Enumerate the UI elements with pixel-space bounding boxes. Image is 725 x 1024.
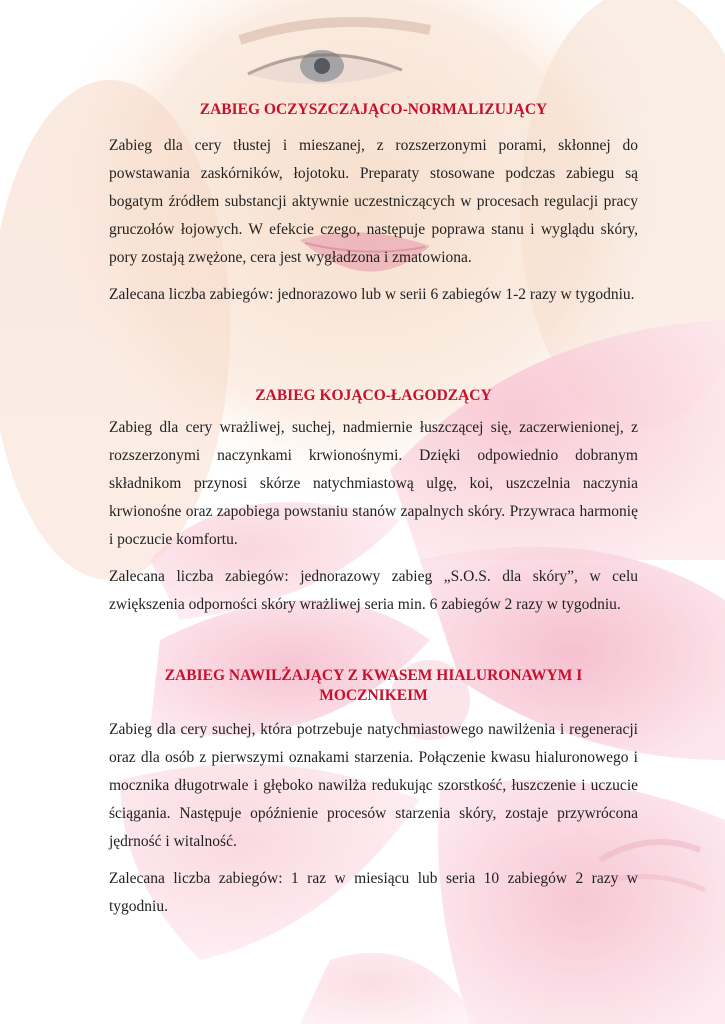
section-paragraph-cleansing-recommendation: Zalecana liczba zabiegów: jednorazowo lub w serii 6 zabiegów 1-2 razy w tygodniu. (109, 286, 635, 303)
section-title-soothing: ZABIEG KOJĄCO-ŁAGODZĄCY (255, 387, 492, 404)
section-paragraph-soothing-recommendation: Zalecana liczba zabiegów: jednorazowy zabieg „S.O.S. dla skóry”, w celu zwiększenia odporności skóry wrażliwej seria min. 6 zabiegów 2 razy w tygodniu. (109, 568, 638, 613)
section-paragraph-cleansing-description: Zabieg dla cery tłustej i mieszanej, z rozszerzonymi porami, skłonnej do powstawania zaskórników, łojotoku. Preparaty stosowane podczas zabiegu są bogatym źródłem substancji aktywnie uczestniczących w procesach regulacji pracy gruczołów łojowych. W efekcie czego, następuje poprawa stanu i wyglądu skóry, pory zostają zwężone, cera jest wygładzona i zmatowiona. (109, 137, 638, 266)
section-paragraph-moisturizing-description: Zabieg dla cery suchej, która potrzebuje natychmiastowego nawilżenia i regeneracji oraz dla osób z pierwszymi oznakami starzenia. Połączenie kwasu hialuronowego i mocznika długotrwale i głęboko nawilża redukując szorstkość, łuszczenie i uczucie ściągania. Następuje opóźnienie procesów starzenia skóry, zostaje przywrócona jędrność i witalność. (109, 721, 638, 850)
section-paragraph-moisturizing-recommendation: Zalecana liczba zabiegów: 1 raz w miesiącu lub seria 10 zabiegów 2 razy w tygodniu. (109, 870, 638, 915)
section-title-moisturizing: ZABIEG NAWILŻAJĄCY Z KWASEM HIALURONAWYM I MOCZNIKEIM (164, 667, 583, 704)
section-title-cleansing: ZABIEG OCZYSZCZAJĄCO-NORMALIZUJĄCY (199, 101, 548, 118)
section-paragraph-soothing-description: Zabieg dla cery wrażliwej, suchej, nadmiernie łuszczącej się, zaczerwienionej, z rozszerzonymi naczynkami krwionośnymi. Dzięki odpowiednio dobranym składnikom przynosi skórze natychmiastową ulgę, koi, uszczelnia naczynia krwionośne oraz zapobiega powstaniu stanów zapalnych skóry. Przywraca harmonię i poczucie komfortu. (109, 419, 638, 548)
